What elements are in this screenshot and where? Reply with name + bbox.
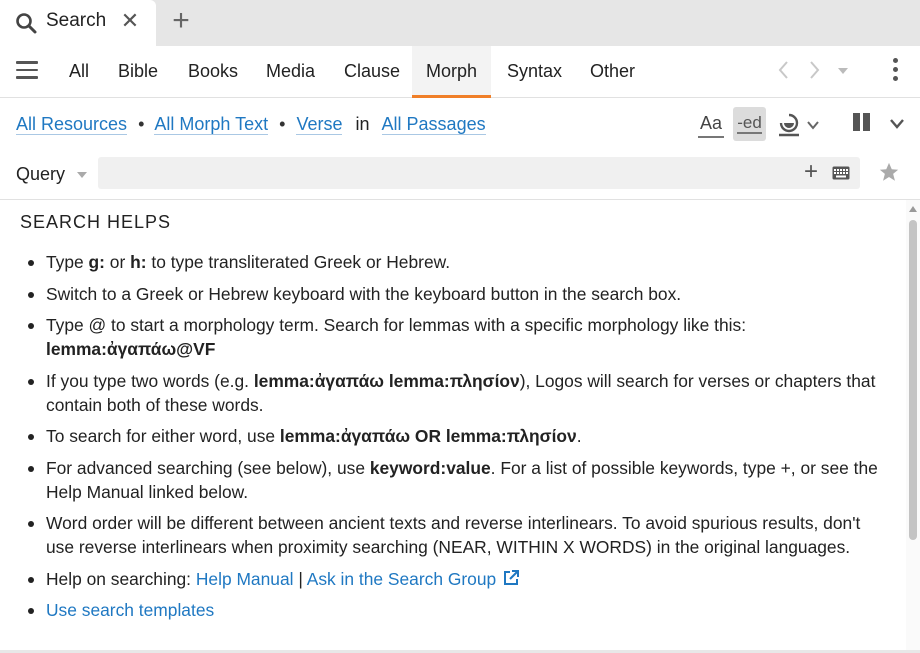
keyboard-icon[interactable] <box>832 166 850 180</box>
scope-in-word: in <box>355 114 370 134</box>
tab-bible[interactable]: Bible <box>118 61 159 81</box>
vertical-scrollbar[interactable] <box>906 200 920 650</box>
help-item <box>28 511 888 559</box>
scroll-up-icon[interactable] <box>909 206 917 212</box>
tab-syntax[interactable]: Syntax <box>507 61 563 81</box>
passages-scope-link[interactable]: All Passages <box>381 114 486 134</box>
search-input[interactable] <box>98 157 860 189</box>
search-helps-heading: SEARCH HELPS <box>20 212 172 232</box>
scope-separator: • <box>138 114 145 134</box>
tab-books[interactable]: Books <box>188 61 239 81</box>
help-text: ), Logos will search for verses or chapters that contain both of these words. <box>46 370 876 415</box>
unit-scope-link[interactable]: Verse <box>296 114 343 134</box>
tab-other[interactable]: Other <box>590 61 636 81</box>
help-item <box>28 424 888 448</box>
match-all-forms-button[interactable] <box>733 107 766 141</box>
help-text: Switch to a Greek or Hebrew keyboard with the keyboard button in the search box. <box>46 283 682 304</box>
chevron-down-icon[interactable] <box>806 118 820 132</box>
help-text: . <box>576 426 582 446</box>
use-search-templates-link[interactable]: Use search templates <box>46 600 215 620</box>
query-row <box>0 154 920 200</box>
help-text: . For a list of possible keywords, type +, or see the Help Manual linked below. <box>46 457 878 502</box>
help-manual-link[interactable]: Help Manual <box>195 568 294 589</box>
help-text: Help on searching: <box>46 568 196 589</box>
history-dropdown-icon[interactable] <box>836 64 850 78</box>
external-link-icon[interactable] <box>502 569 520 587</box>
collapse-chevron-icon[interactable] <box>889 117 905 131</box>
layout-columns-icon[interactable] <box>853 113 873 133</box>
menu-icon[interactable] <box>16 61 38 81</box>
more-options-icon[interactable] <box>889 58 901 86</box>
tab-clause[interactable]: Clause <box>344 61 401 81</box>
add-term-button[interactable]: + <box>803 158 818 185</box>
search-scope <box>16 114 486 135</box>
scroll-thumb[interactable] <box>909 220 917 540</box>
help-text: Type @ to start a morphology term. Search for lemmas with a specific morphology like this: <box>46 315 747 335</box>
help-example: g: <box>88 252 105 272</box>
help-text: to type transliterated Greek or Hebrew. <box>146 252 451 272</box>
tab-title: Search <box>46 10 107 31</box>
tab-strip <box>0 0 920 46</box>
help-text: For advanced searching (see below), use <box>46 457 370 478</box>
help-example: lemma:ἀγαπάω OR lemma:πλησίον <box>279 426 577 446</box>
highlight-icon[interactable] <box>776 110 802 138</box>
help-example: h: <box>130 252 147 272</box>
search-icon <box>14 11 38 35</box>
help-item <box>28 567 888 591</box>
search-helps-list <box>28 250 888 630</box>
tab-morph[interactable]: Morph <box>412 46 491 98</box>
help-item <box>28 282 888 306</box>
help-text: If you type two words (e.g. <box>46 370 254 391</box>
help-text: or <box>104 252 131 272</box>
search-kind-nav <box>0 46 920 98</box>
forward-icon[interactable] <box>804 56 824 84</box>
help-text: Type <box>46 252 89 272</box>
help-item <box>28 456 888 504</box>
help-example: lemma:ἀγαπάω lemma:πλησίον <box>253 370 520 391</box>
help-example: lemma:ἀγαπάω@VF <box>46 339 216 359</box>
back-icon[interactable] <box>774 56 794 84</box>
help-example: keyword:value <box>369 457 491 478</box>
tab-media[interactable]: Media <box>266 61 316 81</box>
new-tab-button[interactable]: + <box>172 4 190 37</box>
star-icon[interactable] <box>878 161 900 183</box>
help-item <box>28 250 888 274</box>
help-text: Word order will be different between ancient texts and reverse interlinears. To avoid spurious results, don't use reverse interlinears when proximity searching (NEAR, WITHIN X WORDS) in the original languages. <box>46 513 861 557</box>
tab-all[interactable]: All <box>69 61 90 81</box>
help-text: To search for either word, use <box>46 426 280 446</box>
help-item <box>28 313 888 361</box>
help-text: | <box>293 568 307 589</box>
query-label: Query <box>16 164 66 184</box>
search-helps-panel <box>0 200 906 650</box>
text-scope-link[interactable]: All Morph Text <box>154 114 269 134</box>
resources-scope-link[interactable]: All Resources <box>16 114 128 134</box>
query-dropdown-icon[interactable] <box>77 170 87 180</box>
ask-in-the-search-group-link[interactable]: Ask in the Search Group <box>306 568 497 589</box>
close-tab-button[interactable]: ✕ <box>120 8 140 33</box>
match-all-forms-label: -ed <box>737 113 762 132</box>
match-case-button[interactable]: Aa <box>698 112 724 138</box>
help-item <box>28 598 888 622</box>
help-item <box>28 369 888 417</box>
tab-search[interactable] <box>0 0 156 46</box>
scope-separator: • <box>279 114 286 134</box>
